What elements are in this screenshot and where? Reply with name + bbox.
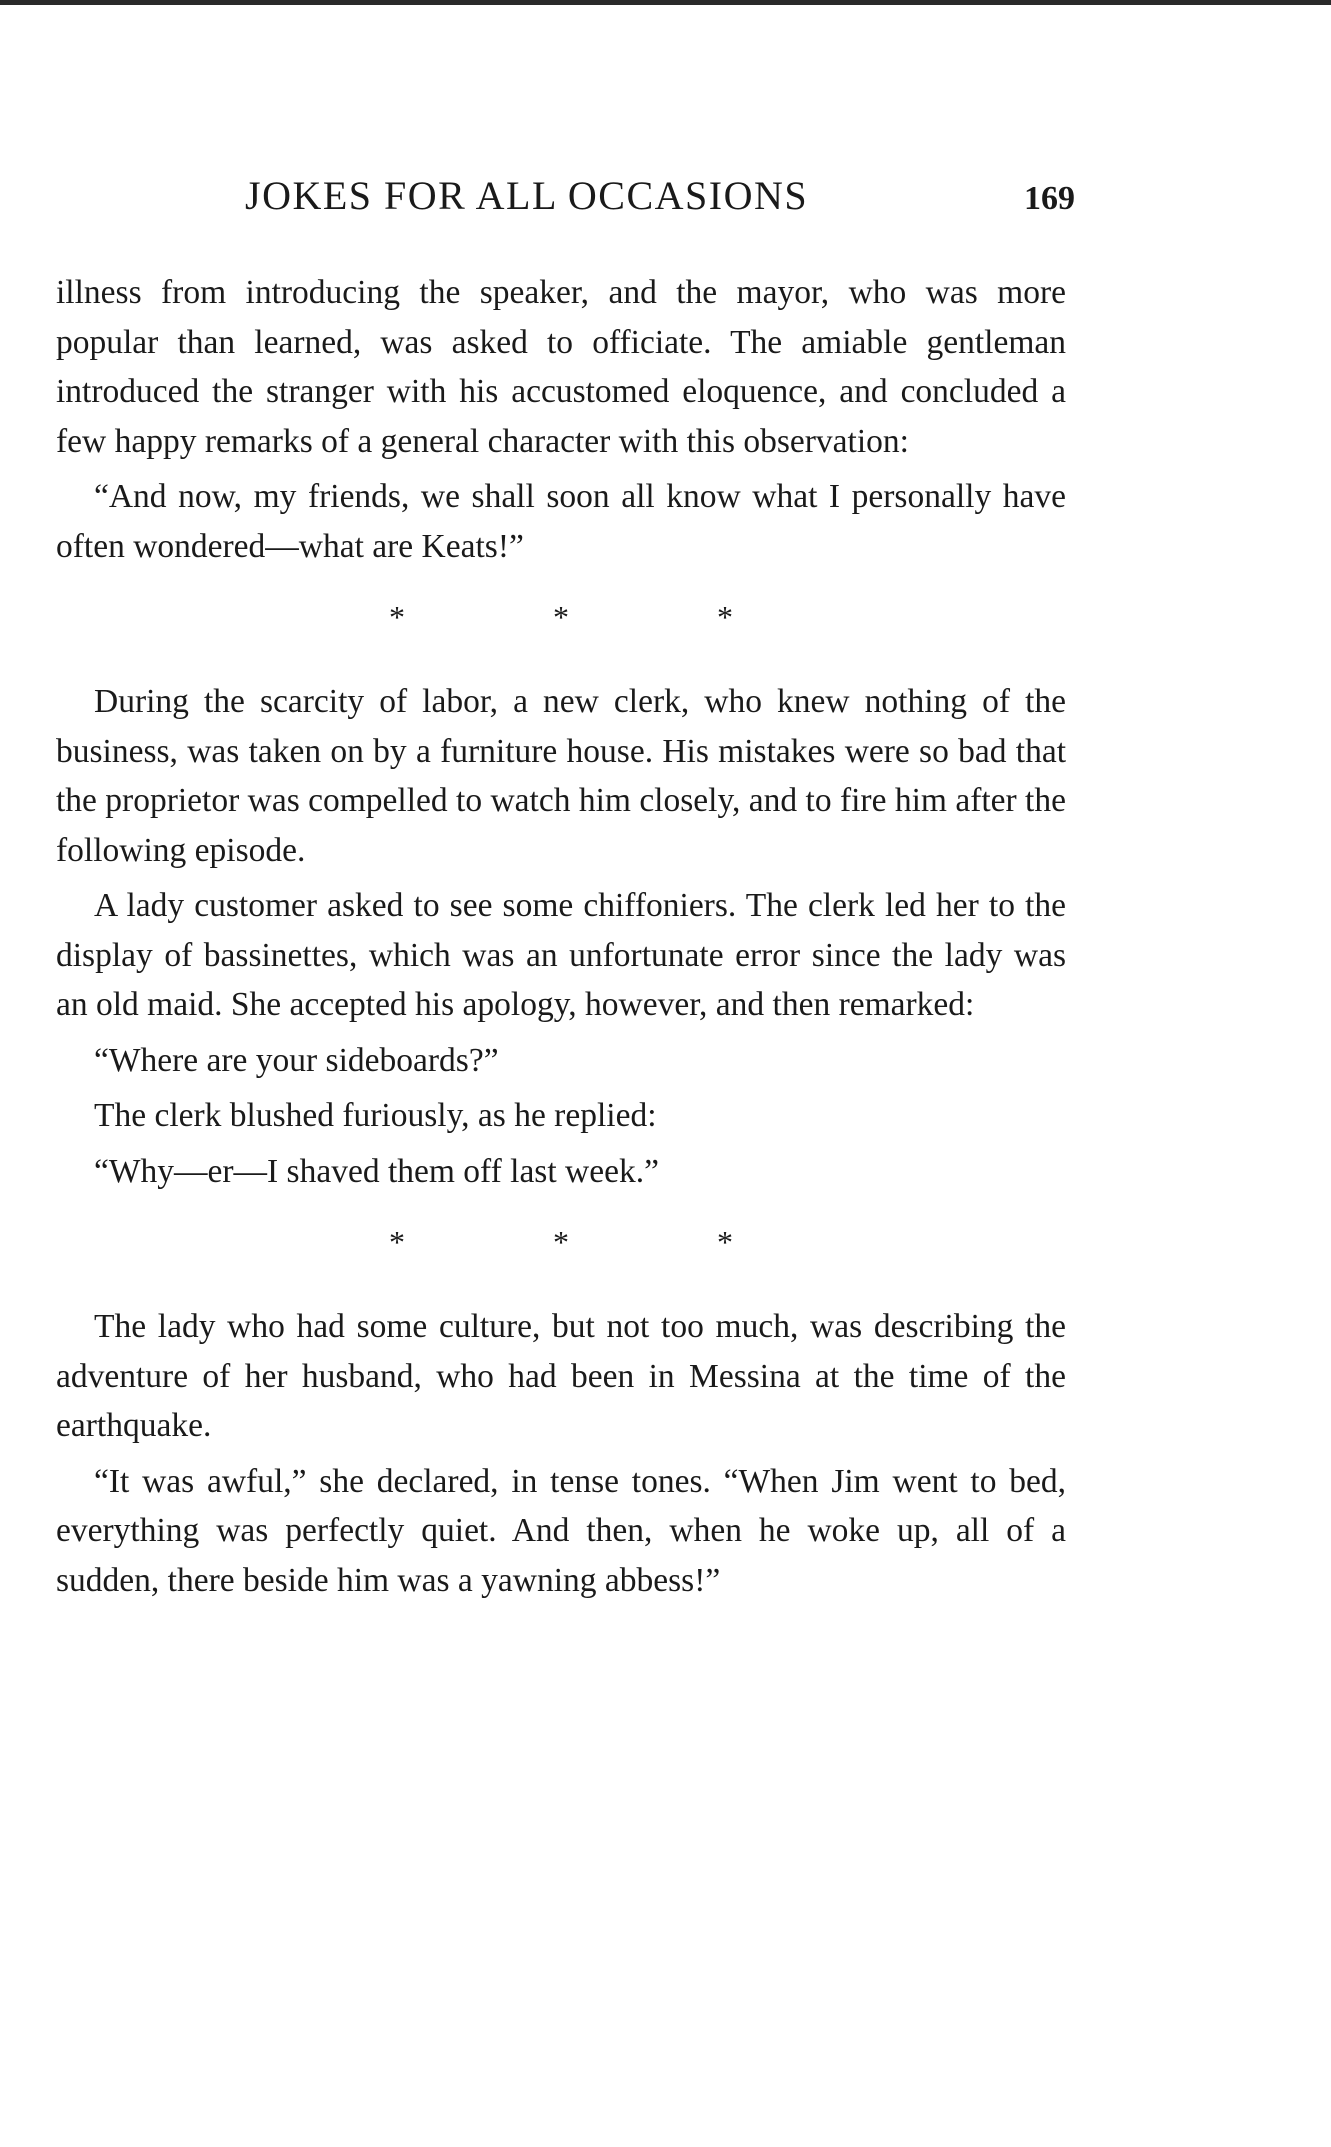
paragraph: illness from introducing the speaker, and the mayor, who was more popular than learned, was asked to officiate. The amiable gentleman introduced the stranger with his accustomed eloquence, and concluded a few happy remarks of a general character with this observation: — [56, 274, 1066, 460]
section-separator: * * * — [389, 1224, 803, 1260]
paragraph: A lady customer asked to see some chiffoniers. The clerk led her to the display of bassinettes, which was an unfortunate error since the lady was an old maid. She accepted his apology, however, and then remarked: — [56, 887, 1066, 1023]
paragraph: “Why—er—I shaved them off last week.” — [94, 1152, 659, 1190]
page-number: 169 — [1024, 180, 1075, 217]
top-edge-rule — [0, 0, 1331, 5]
section-separator: * * * — [389, 599, 803, 635]
paragraph: “And now, my friends, we shall soon all know what I personally have often wondered—what are Keats!” — [56, 478, 1066, 565]
page-body — [56, 268, 1066, 1611]
page-header — [245, 172, 1075, 232]
paragraph: “It was awful,” she declared, in tense tones. “When Jim went to bed, everything was perfectly quiet. And then, when he woke up, all of a sudden, there beside him was a yawning abbess!” — [56, 1462, 1066, 1599]
paragraph: The lady who had some culture, but not too much, was describing the adventure of her husband, who had been in Messina at the time of the earthquake. — [56, 1308, 1066, 1444]
paragraph: The clerk blushed furiously, as he replied: — [94, 1097, 657, 1134]
running-head: JOKES FOR ALL OCCASIONS — [245, 173, 809, 218]
paragraph: During the scarcity of labor, a new clerk, who knew nothing of the business, was taken on by a furniture house. His mistakes were so bad that the proprietor was compelled to watch him closely, and to fire him after the following episode. — [56, 683, 1066, 869]
paragraph: “Where are your sideboards?” — [94, 1041, 499, 1079]
